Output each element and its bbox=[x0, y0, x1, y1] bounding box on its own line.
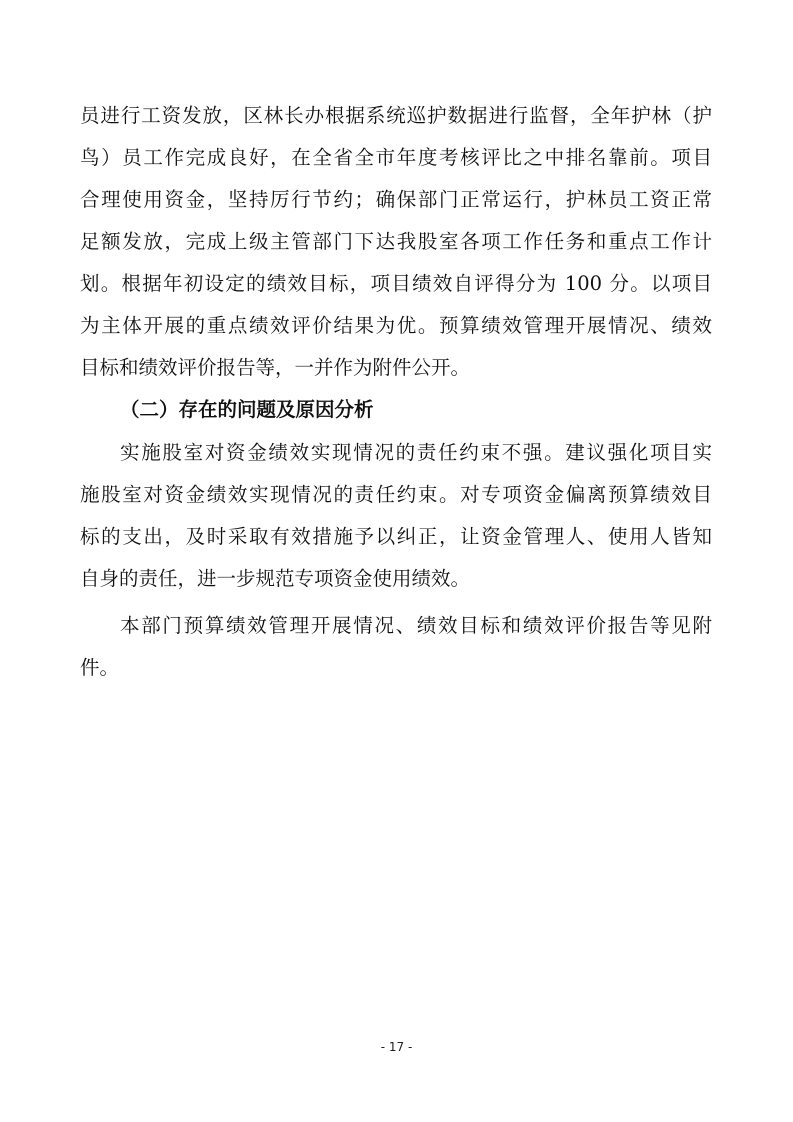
body-text-line: 件。 bbox=[80, 656, 120, 679]
section-heading: （二）存在的问题及原因分析 bbox=[120, 398, 374, 421]
page-number: - 17 - bbox=[380, 1040, 413, 1054]
body-text-line: 自身的责任，进一步规范专项资金使用绩效。 bbox=[80, 567, 471, 590]
body-text-line: 鸟）员工作完成良好，在全省全市年度考核评比之中排名靠前。项目 bbox=[80, 146, 712, 169]
body-text-line: 施股室对资金绩效实现情况的责任约束。对专项资金偏离预算绩效目 bbox=[80, 483, 712, 506]
body-text-line: 足额发放，完成上级主管部门下达我股室各项工作任务和重点工作计 bbox=[80, 230, 712, 253]
body-text-line: 合理使用资金，坚持厉行节约；确保部门正常运行，护林员工资正常 bbox=[80, 188, 712, 211]
body-text-line: 标的支出，及时采取有效措施予以纠正，让资金管理人、使用人皆知 bbox=[80, 525, 712, 548]
body-text-line: 员进行工资发放，区林长办根据系统巡护数据进行监督，全年护林（护 bbox=[80, 104, 712, 127]
body-text-line: 为主体开展的重点绩效评价结果为优。预算绩效管理开展情况、绩效 bbox=[80, 314, 712, 337]
body-text-line: 目标和绩效评价报告等，一并作为附件公开。 bbox=[80, 356, 471, 379]
body-text-line: 本部门预算绩效管理开展情况、绩效目标和绩效评价报告等见附 bbox=[120, 614, 712, 637]
body-text-line: 实施股室对资金绩效实现情况的责任约束不强。建议强化项目实 bbox=[120, 441, 712, 464]
body-text-line: 划。根据年初设定的绩效目标，项目绩效自评得分为 100 分。以项目 bbox=[80, 272, 712, 295]
